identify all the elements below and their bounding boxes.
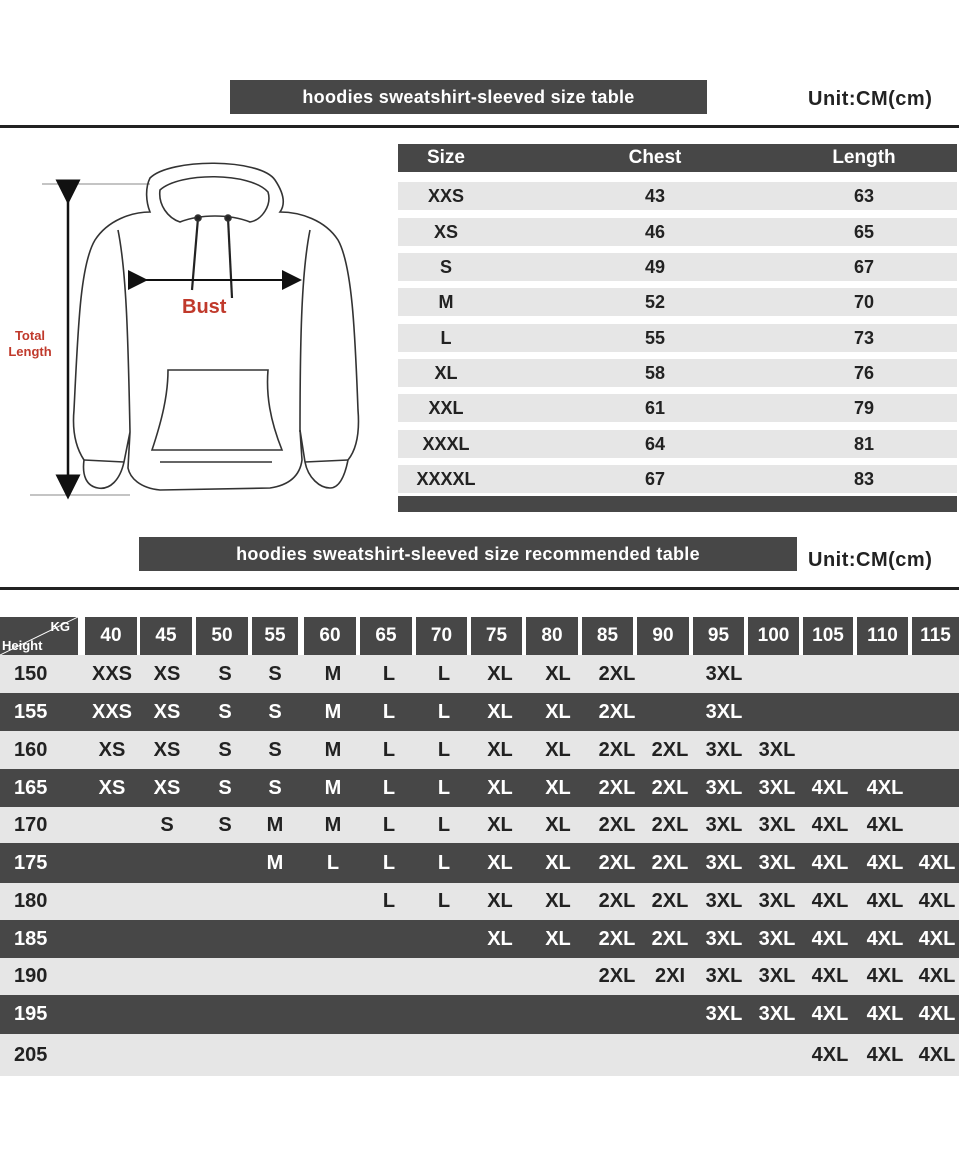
rec-table-row bbox=[0, 693, 959, 731]
rec-table-row bbox=[0, 1034, 959, 1076]
size-recommendation-cell bbox=[363, 920, 415, 958]
size-recommendation-cell: XL bbox=[487, 813, 513, 836]
size-recommendation-cell bbox=[591, 1034, 643, 1076]
size-recommendation-cell: XXS bbox=[91, 700, 133, 723]
size-recommendation-cell: XL bbox=[487, 662, 513, 685]
header-length: Length bbox=[832, 147, 896, 168]
size-recommendation-cell bbox=[307, 1034, 359, 1076]
weight-header-cell: 105 bbox=[803, 617, 853, 655]
size-recommendation-cell: XL bbox=[487, 927, 513, 950]
length-cell: 65 bbox=[853, 221, 875, 242]
height-cell: 195 bbox=[14, 1003, 48, 1025]
size-recommendation-cell: S bbox=[218, 662, 232, 685]
size-recommendation-cell: S bbox=[268, 776, 282, 799]
size-table-row bbox=[398, 394, 957, 422]
size-recommendation-cell bbox=[751, 655, 803, 693]
size-recommendation-cell: L bbox=[437, 776, 451, 799]
size-cell: M bbox=[438, 291, 454, 312]
chest-cell: 58 bbox=[644, 362, 666, 383]
rec-table-title-banner bbox=[139, 537, 797, 571]
size-recommendation-cell: XL bbox=[545, 700, 571, 723]
size-recommendation-cell: 2XL bbox=[598, 890, 636, 912]
size-recommendation-cell: XS bbox=[153, 700, 181, 723]
size-recommendation-cell: 3XL bbox=[758, 965, 796, 987]
size-cell: L bbox=[440, 327, 452, 348]
size-recommendation-cell bbox=[644, 693, 696, 731]
size-table-row bbox=[398, 288, 957, 316]
size-recommendation-cell bbox=[644, 655, 696, 693]
size-recommendation-cell bbox=[532, 1034, 584, 1076]
size-recommendation-cell: M bbox=[324, 776, 342, 799]
size-recommendation-cell bbox=[141, 995, 193, 1034]
size-cell: S bbox=[439, 256, 452, 277]
size-recommendation-cell: 2XL bbox=[598, 813, 636, 836]
size-recommendation-cell: XS bbox=[153, 662, 181, 685]
size-cell: XXL bbox=[428, 397, 464, 418]
size-recommendation-cell: 4XL bbox=[866, 965, 904, 987]
size-recommendation-cell bbox=[141, 1034, 193, 1076]
weight-header-cell: 45 bbox=[140, 617, 192, 655]
size-recommendation-cell: XL bbox=[545, 851, 571, 874]
rec-table-row bbox=[0, 883, 959, 920]
weight-header-cell: 55 bbox=[252, 617, 298, 655]
size-recommendation-cell bbox=[307, 958, 359, 995]
chest-cell: 46 bbox=[644, 221, 666, 242]
rec-table-row bbox=[0, 958, 959, 995]
size-recommendation-cell bbox=[751, 1034, 803, 1076]
weight-header-cell: 70 bbox=[416, 617, 467, 655]
size-recommendation-cell: 3XL bbox=[758, 927, 796, 950]
size-cell: XXXL bbox=[422, 433, 470, 454]
size-recommendation-cell: XL bbox=[545, 662, 571, 685]
size-recommendation-cell: M bbox=[324, 738, 342, 761]
height-cell: 160 bbox=[14, 738, 48, 761]
size-recommendation-cell: 3XL bbox=[758, 1003, 796, 1025]
size-recommendation-cell: M bbox=[324, 700, 342, 723]
size-recommendation-cell: L bbox=[437, 700, 451, 723]
hoodie-diagram bbox=[0, 150, 380, 510]
size-table-row bbox=[398, 182, 957, 210]
height-cell: 185 bbox=[14, 927, 48, 950]
size-recommendation-cell bbox=[249, 1034, 301, 1076]
size-recommendation-cell: XL bbox=[487, 738, 513, 761]
size-recommendation-cell: XXS bbox=[91, 662, 133, 685]
size-recommendation-cell bbox=[911, 693, 959, 731]
size-recommendation-cell bbox=[859, 693, 911, 731]
size-recommendation-cell: L bbox=[382, 700, 396, 723]
size-recommendation-cell bbox=[86, 958, 138, 995]
length-cell: 76 bbox=[853, 362, 875, 383]
size-recommendation-cell bbox=[474, 958, 526, 995]
size-recommendation-cell: 4XL bbox=[866, 1043, 904, 1066]
size-recommendation-cell: 4XL bbox=[918, 1043, 956, 1066]
rec-table-row bbox=[0, 920, 959, 958]
size-recommendation-cell: L bbox=[437, 738, 451, 761]
size-recommendation-cell: M bbox=[266, 851, 284, 874]
size-recommendation-cell bbox=[911, 655, 959, 693]
size-recommendation-cell: 3XL bbox=[705, 890, 743, 912]
size-recommendation-cell bbox=[307, 920, 359, 958]
size-recommendation-cell: S bbox=[218, 700, 232, 723]
size-recommendation-cell: XS bbox=[153, 738, 181, 761]
length-cell: 63 bbox=[853, 185, 875, 206]
size-recommendation-cell: 3XL bbox=[758, 851, 796, 874]
size-recommendation-cell: 4XL bbox=[866, 813, 904, 836]
corner-kg-label: KG bbox=[50, 619, 70, 634]
size-recommendation-cell: 2XL bbox=[598, 738, 636, 761]
chest-cell: 43 bbox=[644, 185, 666, 206]
height-cell: 180 bbox=[14, 890, 48, 912]
rec-table-row bbox=[0, 807, 959, 843]
size-table-row bbox=[398, 430, 957, 458]
size-recommendation-cell bbox=[86, 920, 138, 958]
size-recommendation-cell: XL bbox=[487, 890, 513, 912]
weight-header-cell: 75 bbox=[471, 617, 522, 655]
size-recommendation-cell bbox=[249, 995, 301, 1034]
size-recommendation-cell: 4XL bbox=[866, 1003, 904, 1025]
rec-table-row bbox=[0, 995, 959, 1034]
size-recommendation-cell: 2XL bbox=[598, 927, 636, 950]
size-cell: XS bbox=[433, 221, 458, 242]
size-recommendation-cell: XS bbox=[98, 776, 126, 799]
size-recommendation-cell bbox=[804, 731, 856, 769]
size-recommendation-cell: 3XL bbox=[758, 776, 796, 799]
size-recommendation-cell bbox=[199, 995, 251, 1034]
chest-cell: 52 bbox=[644, 291, 666, 312]
size-recommendation-cell bbox=[911, 807, 959, 843]
length-cell: 73 bbox=[853, 327, 875, 348]
size-table-row bbox=[398, 465, 957, 493]
size-recommendation-cell: XS bbox=[98, 738, 126, 761]
size-recommendation-cell bbox=[86, 843, 138, 883]
height-cell: 165 bbox=[14, 776, 48, 799]
size-recommendation-cell: L bbox=[326, 851, 340, 874]
size-recommendation-cell bbox=[199, 920, 251, 958]
height-cell: 205 bbox=[14, 1043, 48, 1066]
size-recommendation-cell: S bbox=[268, 738, 282, 761]
size-recommendation-cell: L bbox=[382, 813, 396, 836]
size-recommendation-cell: XL bbox=[545, 776, 571, 799]
size-recommendation-cell: S bbox=[218, 776, 232, 799]
chest-cell: 67 bbox=[644, 468, 666, 489]
size-recommendation-cell: L bbox=[382, 738, 396, 761]
size-recommendation-cell: XL bbox=[487, 851, 513, 874]
size-recommendation-cell: 2XL bbox=[651, 738, 689, 761]
size-recommendation-cell: 2XI bbox=[654, 965, 686, 987]
size-recommendation-cell bbox=[363, 1034, 415, 1076]
size-recommendation-cell: M bbox=[324, 662, 342, 685]
size-recommendation-cell bbox=[751, 693, 803, 731]
chest-cell: 55 bbox=[644, 327, 666, 348]
height-cell: 175 bbox=[14, 851, 48, 874]
size-recommendation-cell: 4XL bbox=[811, 776, 849, 799]
size-recommendation-cell: 3XL bbox=[758, 738, 796, 761]
size-recommendation-cell: 3XL bbox=[705, 965, 743, 987]
rec-table-unit: Unit:CM(cm) bbox=[808, 549, 933, 571]
weight-header-cell: 40 bbox=[85, 617, 137, 655]
size-recommendation-cell bbox=[249, 883, 301, 920]
size-recommendation-cell: 4XL bbox=[866, 776, 904, 799]
size-recommendation-cell: S bbox=[218, 738, 232, 761]
size-recommendation-cell: 4XL bbox=[811, 890, 849, 912]
size-recommendation-cell: XL bbox=[545, 738, 571, 761]
height-cell: 190 bbox=[14, 965, 48, 987]
weight-header-cell: 85 bbox=[582, 617, 633, 655]
size-table-row bbox=[398, 218, 957, 246]
size-recommendation-cell: 2XL bbox=[598, 851, 636, 874]
size-recommendation-cell: 2XL bbox=[651, 851, 689, 874]
size-recommendation-cell bbox=[804, 655, 856, 693]
size-recommendation-cell: S bbox=[268, 662, 282, 685]
size-recommendation-cell: L bbox=[437, 662, 451, 685]
chest-cell: 64 bbox=[644, 433, 666, 454]
weight-header-cell: 80 bbox=[526, 617, 578, 655]
size-recommendation-cell: 4XL bbox=[918, 890, 956, 912]
size-recommendation-cell bbox=[86, 1034, 138, 1076]
size-recommendation-cell: 2XL bbox=[598, 662, 636, 685]
size-recommendation-cell: 4XL bbox=[918, 927, 956, 950]
size-recommendation-cell bbox=[199, 958, 251, 995]
length-cell: 81 bbox=[853, 433, 875, 454]
size-recommendation-cell bbox=[141, 883, 193, 920]
size-recommendation-cell bbox=[418, 995, 470, 1034]
size-recommendation-cell: 4XL bbox=[811, 965, 849, 987]
size-recommendation-cell bbox=[644, 995, 696, 1034]
size-recommendation-cell: S bbox=[268, 700, 282, 723]
size-recommendation-cell bbox=[644, 1034, 696, 1076]
size-recommendation-cell: 2XL bbox=[651, 927, 689, 950]
size-recommendation-cell bbox=[307, 883, 359, 920]
size-recommendation-cell: XS bbox=[153, 776, 181, 799]
size-recommendation-cell: 4XL bbox=[866, 927, 904, 950]
total-length-label bbox=[4, 328, 56, 360]
size-recommendation-cell: XL bbox=[487, 700, 513, 723]
size-recommendation-cell: 4XL bbox=[811, 1043, 849, 1066]
size-recommendation-cell: 4XL bbox=[918, 851, 956, 874]
size-recommendation-cell: S bbox=[160, 813, 174, 836]
size-recommendation-cell: 3XL bbox=[758, 813, 796, 836]
size-recommendation-cell bbox=[249, 920, 301, 958]
size-table-title-banner bbox=[230, 80, 707, 114]
rec-table-row bbox=[0, 769, 959, 807]
size-recommendation-cell: L bbox=[382, 662, 396, 685]
size-recommendation-cell: L bbox=[437, 851, 451, 874]
chest-cell: 61 bbox=[644, 397, 666, 418]
size-recommendation-cell: 3XL bbox=[705, 738, 743, 761]
weight-header-cell: 100 bbox=[748, 617, 799, 655]
rec-table-row bbox=[0, 655, 959, 693]
weight-header-cell: 50 bbox=[196, 617, 248, 655]
total-length-label-line1: Total bbox=[14, 328, 46, 343]
size-recommendation-cell: 2XL bbox=[598, 700, 636, 723]
size-table-header bbox=[398, 144, 957, 172]
size-recommendation-cell bbox=[911, 769, 959, 807]
size-recommendation-cell bbox=[141, 920, 193, 958]
header-size: Size bbox=[426, 147, 466, 168]
size-recommendation-cell: XL bbox=[545, 890, 571, 912]
length-cell: 79 bbox=[853, 397, 875, 418]
size-recommendation-cell bbox=[859, 655, 911, 693]
top-divider bbox=[0, 125, 959, 128]
size-recommendation-cell bbox=[474, 995, 526, 1034]
size-recommendation-cell bbox=[474, 1034, 526, 1076]
size-recommendation-cell: 3XL bbox=[705, 851, 743, 874]
size-recommendation-cell: 4XL bbox=[811, 927, 849, 950]
size-recommendation-cell: 4XL bbox=[811, 851, 849, 874]
chest-cell: 49 bbox=[644, 256, 666, 277]
size-recommendation-cell: XL bbox=[545, 813, 571, 836]
size-recommendation-cell bbox=[418, 1034, 470, 1076]
length-cell: 67 bbox=[853, 256, 875, 277]
size-recommendation-cell bbox=[698, 1034, 750, 1076]
rec-table-row bbox=[0, 843, 959, 883]
size-table-row bbox=[398, 359, 957, 387]
size-recommendation-cell: L bbox=[382, 890, 396, 912]
weight-header-cell: 115 bbox=[912, 617, 959, 655]
size-recommendation-cell: 2XL bbox=[651, 890, 689, 912]
size-recommendation-cell: 2XL bbox=[651, 813, 689, 836]
size-recommendation-cell: 4XL bbox=[866, 851, 904, 874]
size-table-row bbox=[398, 253, 957, 281]
size-recommendation-cell: 3XL bbox=[705, 927, 743, 950]
size-cell: XL bbox=[434, 362, 458, 383]
size-recommendation-cell bbox=[418, 958, 470, 995]
size-recommendation-cell bbox=[591, 995, 643, 1034]
size-recommendation-cell bbox=[859, 731, 911, 769]
size-recommendation-cell: 2XL bbox=[598, 776, 636, 799]
size-table-title: hoodies sweatshirt-sleeved size table bbox=[302, 86, 635, 107]
size-table-unit: Unit:CM(cm) bbox=[808, 88, 933, 110]
size-recommendation-cell: XL bbox=[487, 776, 513, 799]
total-length-label-line2: Length bbox=[8, 344, 52, 359]
size-table-footer-bar bbox=[398, 496, 957, 512]
size-recommendation-cell: 2XL bbox=[598, 965, 636, 987]
size-recommendation-cell bbox=[307, 995, 359, 1034]
size-recommendation-cell bbox=[141, 958, 193, 995]
size-recommendation-cell: 4XL bbox=[918, 965, 956, 987]
size-recommendation-cell bbox=[363, 958, 415, 995]
weight-header-cell: 90 bbox=[637, 617, 689, 655]
size-recommendation-cell bbox=[532, 995, 584, 1034]
weight-header-cell: 110 bbox=[857, 617, 908, 655]
height-cell: 155 bbox=[14, 700, 48, 723]
size-recommendation-cell bbox=[86, 807, 138, 843]
weight-header-cell: 95 bbox=[693, 617, 744, 655]
size-recommendation-cell: L bbox=[437, 890, 451, 912]
size-table-row bbox=[398, 324, 957, 352]
size-recommendation-cell: 4XL bbox=[918, 1003, 956, 1025]
size-recommendation-cell: S bbox=[218, 813, 232, 836]
length-cell: 70 bbox=[853, 291, 875, 312]
rec-corner-cell bbox=[0, 617, 78, 655]
weight-header-cell: 65 bbox=[360, 617, 412, 655]
weight-header-cell: 60 bbox=[304, 617, 356, 655]
bust-label: Bust bbox=[182, 296, 227, 318]
size-recommendation-cell bbox=[199, 1034, 251, 1076]
size-recommendation-cell: L bbox=[437, 813, 451, 836]
size-recommendation-cell bbox=[86, 995, 138, 1034]
size-recommendation-cell bbox=[86, 883, 138, 920]
length-cell: 83 bbox=[853, 468, 875, 489]
size-recommendation-cell bbox=[363, 995, 415, 1034]
size-recommendation-cell: L bbox=[382, 776, 396, 799]
height-cell: 150 bbox=[14, 662, 48, 685]
size-recommendation-cell: 3XL bbox=[705, 700, 743, 723]
size-recommendation-cell: 3XL bbox=[705, 662, 743, 685]
size-recommendation-cell bbox=[199, 883, 251, 920]
size-recommendation-cell: L bbox=[382, 851, 396, 874]
size-recommendation-cell bbox=[141, 843, 193, 883]
size-recommendation-cell: M bbox=[266, 813, 284, 836]
size-recommendation-cell: 3XL bbox=[758, 890, 796, 912]
size-recommendation-cell: 3XL bbox=[705, 1003, 743, 1025]
rec-divider bbox=[0, 587, 959, 590]
size-cell: XXXXL bbox=[416, 468, 476, 489]
corner-height-label: Height bbox=[2, 638, 43, 653]
size-recommendation-cell bbox=[249, 958, 301, 995]
size-recommendation-cell: 2XL bbox=[651, 776, 689, 799]
size-recommendation-cell: 4XL bbox=[866, 890, 904, 912]
size-cell: XXS bbox=[427, 185, 465, 206]
size-recommendation-cell: 4XL bbox=[811, 1003, 849, 1025]
rec-table-row bbox=[0, 731, 959, 769]
size-recommendation-cell bbox=[199, 843, 251, 883]
header-chest: Chest bbox=[628, 147, 682, 168]
size-recommendation-cell bbox=[418, 920, 470, 958]
size-recommendation-cell: 4XL bbox=[811, 813, 849, 836]
rec-table-title: hoodies sweatshirt-sleeved size recommended table bbox=[236, 543, 700, 564]
size-recommendation-cell: 3XL bbox=[705, 813, 743, 836]
size-recommendation-cell bbox=[532, 958, 584, 995]
size-recommendation-cell bbox=[804, 693, 856, 731]
size-recommendation-cell: 3XL bbox=[705, 776, 743, 799]
size-recommendation-cell bbox=[911, 731, 959, 769]
size-recommendation-cell: M bbox=[324, 813, 342, 836]
height-cell: 170 bbox=[14, 813, 48, 836]
size-recommendation-cell: XL bbox=[545, 927, 571, 950]
